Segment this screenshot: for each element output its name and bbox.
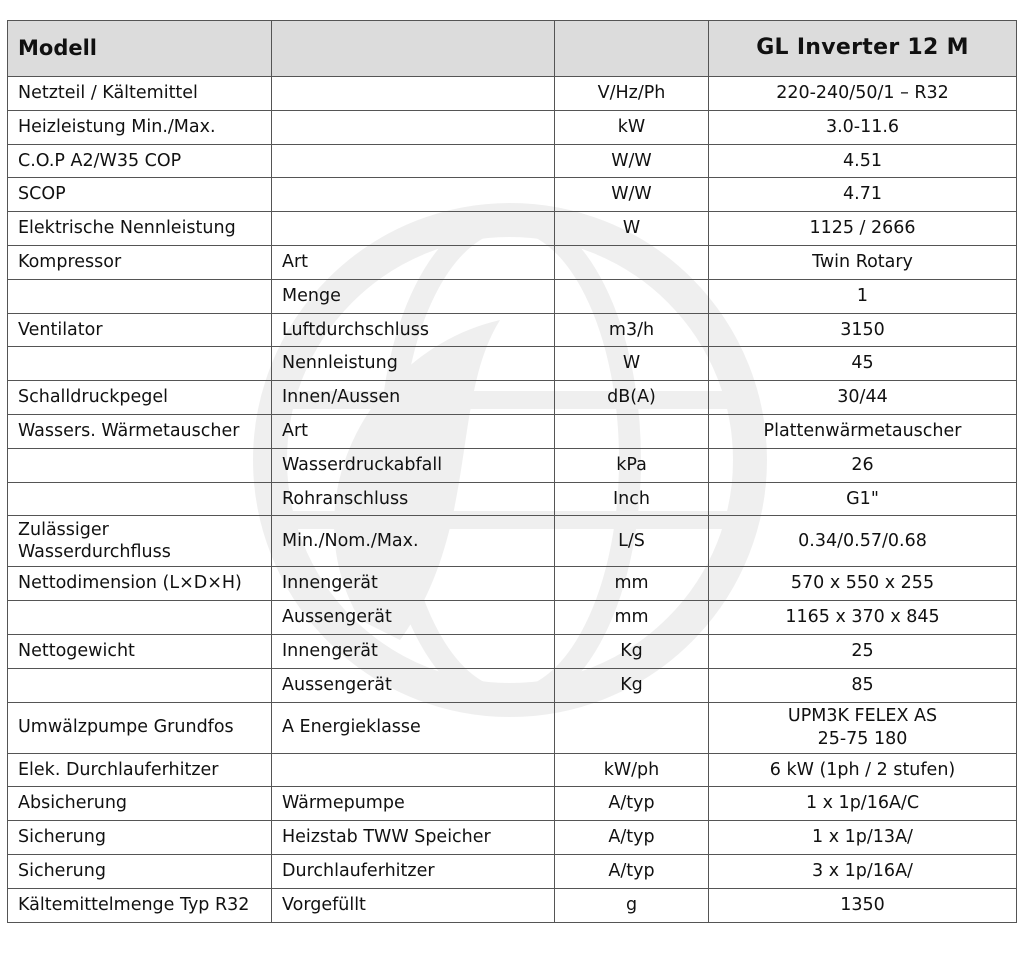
table-row [8, 787, 1017, 821]
row-sublabel: Rohranschluss [272, 482, 555, 516]
table-row [8, 753, 1017, 787]
table-row [8, 821, 1017, 855]
header-unit-cell [555, 21, 709, 77]
row-unit: W/W [555, 144, 709, 178]
row-unit: m3/h [555, 313, 709, 347]
table-row [8, 702, 1017, 753]
row-sublabel: Nennleistung [272, 347, 555, 381]
table-row [8, 279, 1017, 313]
row-sublabel: Vorgefüllt [272, 888, 555, 922]
row-unit [555, 414, 709, 448]
row-unit: A/typ [555, 787, 709, 821]
row-value: 1 x 1p/13A/ [709, 821, 1017, 855]
row-sublabel: Art [272, 414, 555, 448]
spec-table [7, 20, 1017, 923]
row-label [8, 448, 272, 482]
row-unit: kPa [555, 448, 709, 482]
table-row [8, 888, 1017, 922]
row-sublabel: Innengerät [272, 567, 555, 601]
row-value-line: UPM3K FELEX AS [787, 705, 938, 726]
row-sublabel [272, 77, 555, 111]
row-label: Netzteil / Kältemittel [8, 77, 272, 111]
row-label [8, 347, 272, 381]
header-row [8, 21, 1017, 77]
row-sublabel: A Energieklasse [272, 702, 555, 753]
row-label-line: Zulässiger [18, 519, 109, 540]
row-label: C.O.P A2/W35 COP [8, 144, 272, 178]
table-row [8, 414, 1017, 448]
row-sublabel: Luftdurchschluss [272, 313, 555, 347]
table-row [8, 178, 1017, 212]
row-unit: Kg [555, 668, 709, 702]
table-row [8, 601, 1017, 635]
table-row [8, 245, 1017, 279]
row-sublabel: Aussengerät [272, 601, 555, 635]
row-value: 6 kW (1ph / 2 stufen) [709, 753, 1017, 787]
row-value: 1 [709, 279, 1017, 313]
table-row [8, 668, 1017, 702]
row-value: Twin Rotary [709, 245, 1017, 279]
row-label: Kompressor [8, 245, 272, 279]
table-row [8, 212, 1017, 246]
row-value: 220-240/50/1 – R32 [709, 77, 1017, 111]
row-label: Heizleistung Min./Max. [8, 110, 272, 144]
row-unit: mm [555, 601, 709, 635]
table-row [8, 634, 1017, 668]
row-unit: g [555, 888, 709, 922]
row-label: Elektrische Nennleistung [8, 212, 272, 246]
row-sublabel: Wärmepumpe [272, 787, 555, 821]
table-row [8, 482, 1017, 516]
row-sublabel [272, 144, 555, 178]
row-unit: W [555, 347, 709, 381]
table-row [8, 110, 1017, 144]
row-value: 3.0-11.6 [709, 110, 1017, 144]
table-row [8, 144, 1017, 178]
row-label [8, 516, 272, 567]
row-value: 1125 / 2666 [709, 212, 1017, 246]
row-label [8, 668, 272, 702]
table-row [8, 516, 1017, 567]
row-sublabel: Aussengerät [272, 668, 555, 702]
row-unit: Inch [555, 482, 709, 516]
row-sublabel: Menge [272, 279, 555, 313]
model-label: Modell [8, 21, 272, 77]
row-unit: W/W [555, 178, 709, 212]
row-value: G1" [709, 482, 1017, 516]
row-label: Sicherung [8, 821, 272, 855]
row-value: Plattenwärmetauscher [709, 414, 1017, 448]
row-unit: A/typ [555, 854, 709, 888]
row-value: 26 [709, 448, 1017, 482]
table-row [8, 347, 1017, 381]
row-label-line: Wasserdurchfluss [18, 542, 171, 563]
row-sublabel [272, 110, 555, 144]
row-value: 45 [709, 347, 1017, 381]
table-row [8, 854, 1017, 888]
row-label [8, 601, 272, 635]
row-sublabel: Wasserdruckabfall [272, 448, 555, 482]
row-label: Schalldruckpegel [8, 381, 272, 415]
row-value: 1165 x 370 x 845 [709, 601, 1017, 635]
row-label: Sicherung [8, 854, 272, 888]
row-label: Ventilator [8, 313, 272, 347]
row-label: Absicherung [8, 787, 272, 821]
table-row [8, 77, 1017, 111]
row-sublabel [272, 178, 555, 212]
row-unit: Kg [555, 634, 709, 668]
header-empty-cell [272, 21, 555, 77]
row-label: Elek. Durchlauferhitzer [8, 753, 272, 787]
row-value: 4.71 [709, 178, 1017, 212]
row-label: Kältemittelmenge Typ R32 [8, 888, 272, 922]
row-value: 1350 [709, 888, 1017, 922]
table-row [8, 567, 1017, 601]
row-sublabel: Innengerät [272, 634, 555, 668]
row-value-line: 25-75 180 [817, 728, 908, 749]
row-label [8, 279, 272, 313]
table-row [8, 448, 1017, 482]
row-value: 30/44 [709, 381, 1017, 415]
row-unit: dB(A) [555, 381, 709, 415]
row-value: 3 x 1p/16A/ [709, 854, 1017, 888]
row-label: SCOP [8, 178, 272, 212]
table-row [8, 381, 1017, 415]
row-unit: A/typ [555, 821, 709, 855]
model-name: GL Inverter 12 M [709, 21, 1017, 77]
row-sublabel: Art [272, 245, 555, 279]
row-sublabel: Heizstab TWW Speicher [272, 821, 555, 855]
row-label: Nettodimension (L×D×H) [8, 567, 272, 601]
row-unit: L/S [555, 516, 709, 567]
row-value: 25 [709, 634, 1017, 668]
row-value: 3150 [709, 313, 1017, 347]
row-unit: V/Hz/Ph [555, 77, 709, 111]
row-sublabel [272, 212, 555, 246]
row-value: 570 x 550 x 255 [709, 567, 1017, 601]
row-value: 85 [709, 668, 1017, 702]
row-sublabel: Durchlauferhitzer [272, 854, 555, 888]
row-value: 4.51 [709, 144, 1017, 178]
row-value [709, 702, 1017, 753]
row-unit: kW/ph [555, 753, 709, 787]
table-row [8, 313, 1017, 347]
row-label: Umwälzpumpe Grundfos [8, 702, 272, 753]
row-value: 0.34/0.57/0.68 [709, 516, 1017, 567]
row-unit: mm [555, 567, 709, 601]
row-label [8, 482, 272, 516]
row-unit [555, 245, 709, 279]
row-label: Nettogewicht [8, 634, 272, 668]
row-unit [555, 702, 709, 753]
row-unit: kW [555, 110, 709, 144]
row-sublabel [272, 753, 555, 787]
row-sublabel: Min./Nom./Max. [272, 516, 555, 567]
row-sublabel: Innen/Aussen [272, 381, 555, 415]
row-value: 1 x 1p/16A/C [709, 787, 1017, 821]
row-label: Wassers. Wärmetauscher [8, 414, 272, 448]
row-unit [555, 279, 709, 313]
row-unit: W [555, 212, 709, 246]
